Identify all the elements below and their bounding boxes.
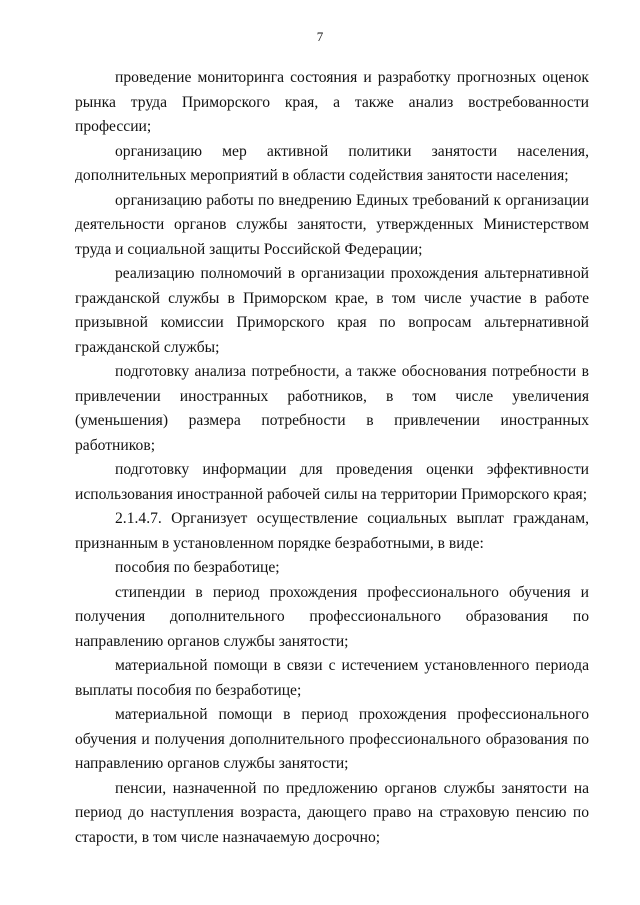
paragraph: организацию работы по внедрению Единых требований к организации деятельности органов службы занятости, утвержденных Министерством труда и социальной защиты Российской Федерации; xyxy=(75,191,589,258)
paragraph: пенсии, назначенной по предложению органов службы занятости на период до наступления возраста, дающего право на страховую пенсию по старости, в том числе назначаемую досрочно; xyxy=(75,779,589,846)
paragraph: реализацию полномочий в организации прохождения альтернативной гражданской службы в Приморском крае, в том числе участие в работе призывной комиссии Приморского края по вопросам альтернативной гражданской службы; xyxy=(75,265,589,356)
paragraph: организацию мер активной политики занятости населения, дополнительных мероприятий в области содействия занятости населения; xyxy=(75,142,589,184)
paragraph: подготовку информации для проведения оценки эффективности использования иностранной рабочей силы на территории Приморского края; xyxy=(75,461,589,503)
paragraph: стипендии в период прохождения профессионального обучения и получения дополнительного профессионального образования по направлению органов службы занятости; xyxy=(75,583,589,650)
paragraph: проведение мониторинга состояния и разработку прогнозных оценок рынка труда Приморского края, а также анализ востребованности профессии; xyxy=(75,69,589,135)
document-body xyxy=(75,66,589,850)
paragraph: материальной помощи в период прохождения профессионального обучения и получения дополнительного профессионального образования по направлению органов службы занятости; xyxy=(75,706,589,772)
paragraph: пособия по безработице; xyxy=(115,559,280,576)
paragraph: подготовку анализа потребности, а также обоснования потребности в привлечении иностранных работников, в том числе увеличения (уменьшения) размера потребности в привлечении иностранных работников; xyxy=(75,363,589,454)
page-number: 7 xyxy=(316,29,324,44)
paragraph: материальной помощи в связи с истечением установленного периода выплаты пособия по безработице; xyxy=(75,657,589,699)
paragraph: 2.1.4.7. Организует осуществление социальных выплат гражданам, признанным в установленном порядке безработными, в виде: xyxy=(75,510,589,552)
